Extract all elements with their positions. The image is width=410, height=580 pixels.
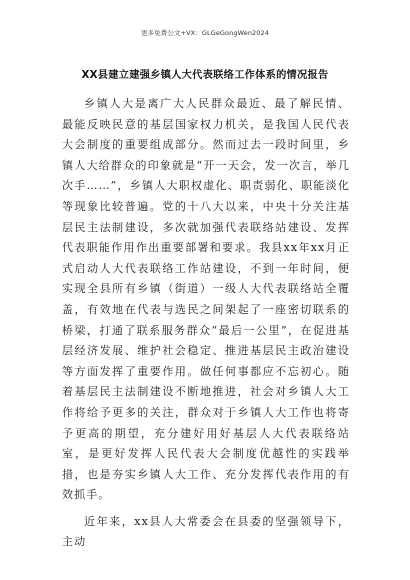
document-body (62, 94, 350, 559)
header-note: 更多免费公文+VX：GLGeGongWen2024 (140, 29, 269, 37)
paragraph: 近年来，xx县人大常委会在县委的坚强领导下，主动 (62, 514, 350, 549)
paragraph: 乡镇人大是离广大人民群众最近、最了解民情、最能反映民意的基层国家权力机关，是我国人民代表大会制度的重要组成部分。然而过去一段时间里，乡镇人大给群众的印象就是“开一天会，发一次言，举几次手……”，乡镇人大职权虚化、职责弱化、职能淡化等现象比较普遍。党的十八大以来，中央十分关注基层民主法制建设，多次就加强代表联络站建设、发挥代表职能作用作出重要部署和要求。我县xx年xx月正式启动人大代表联络工作站建设，不到一年时间，便实现全县所有乡镇（街道）一级人大代表联络站全覆盖，有效地在代表与选民之间架起了一座密切联系的桥梁，打通了联系服务群众“最后一公里”，在促进基层经济发展、维护社会稳定、推进基层民主政治建设等方面发挥了重要作用。做任何事都应不忘初心。随着基层民主法制建设不断地推进，社会对乡镇人大工作将给予更多的关注，群众对于乡镇人大工作也将寄予更高的期望，充分建好用好基层人大代表联络站室，是更好发挥人民代表大会制度优越性的实践举措，也是夯实乡镇人大工作、充分发挥代表作用的有效抓手。 (62, 97, 350, 502)
document-title: XX县建立建强乡镇人大代表联络工作体系的情况报告 (81, 70, 329, 81)
